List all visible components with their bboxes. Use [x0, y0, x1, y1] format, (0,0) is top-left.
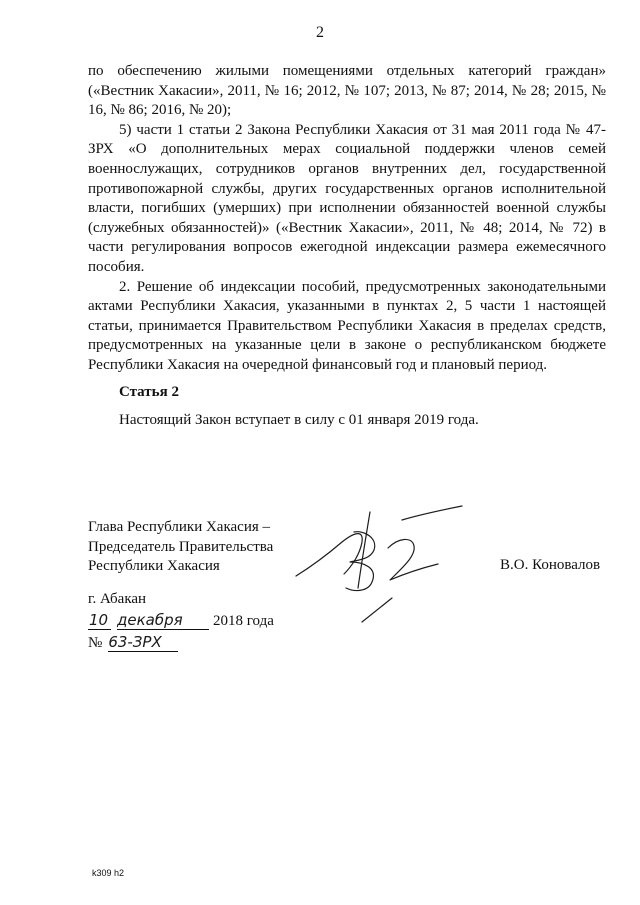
paragraph-section-2: 2. Решение об индексации пособий, предусмотренных законодательными актами Республики Хакасия, указанными в пунктах 2, 5 части 1 настоящей статьи, принимается Правительством Республики Хакасия в пределах средств, предусмотренных на указанные цели в законе о республиканском бюджете Республики Хакасия на очередной финансовый год и плановый период. — [88, 278, 606, 373]
signatory-title-line-1: Глава Республики Хакасия – — [88, 519, 271, 535]
law-number-label: № — [88, 635, 103, 651]
law-number-value: 63-ЗРХ — [108, 633, 178, 652]
signatory-title-line-2: Председатель Правительства — [88, 538, 274, 555]
signatory-title — [88, 518, 273, 577]
signing-date — [88, 611, 274, 630]
article-text: Настоящий Закон вступает в силу с 01 января 2019 года. — [119, 412, 479, 428]
paragraph-continuation: по обеспечению жилыми помещениями отдельных категорий граждан» («Вестник Хакасии», 2011, № 16; 2012, № 107; 2013, № 87; 2014, № 28; 2015, № 16, № 86; 2016, № 20); — [88, 63, 606, 119]
law-body — [88, 62, 606, 376]
signatory-title-line-3: Республики Хакасия — [88, 558, 220, 575]
date-day: 10 — [88, 611, 111, 630]
date-year: 2018 года — [213, 613, 274, 629]
article-heading: Статья 2 — [119, 384, 179, 400]
footer-code: k309 h2 — [92, 868, 125, 878]
signatory-name: В.О. Коновалов — [500, 557, 601, 573]
date-month: декабря — [117, 611, 209, 630]
law-number — [88, 633, 178, 652]
place-of-signing: г. Абакан — [88, 591, 147, 607]
paragraph-item-5: 5) части 1 статьи 2 Закона Республики Хакасия от 31 мая 2011 года № 47-ЗРХ «О дополнительных мерах социальной поддержки членов семей военнослужащих, сотрудников органов внутренних дел, государственной противопожарной службы, других государственных органов исполнительной власти, погибших (умерших) при исполнении обязанностей военной службы (служебных обязанностей)» («Вестник Хакасии», 2011, № 48; 2014, № 72) в части регулирования вопросов ежегодной индексации размера ежемесячного пособия. — [88, 121, 606, 275]
page-number: 2 — [316, 24, 324, 41]
handwritten-signature — [292, 502, 468, 626]
